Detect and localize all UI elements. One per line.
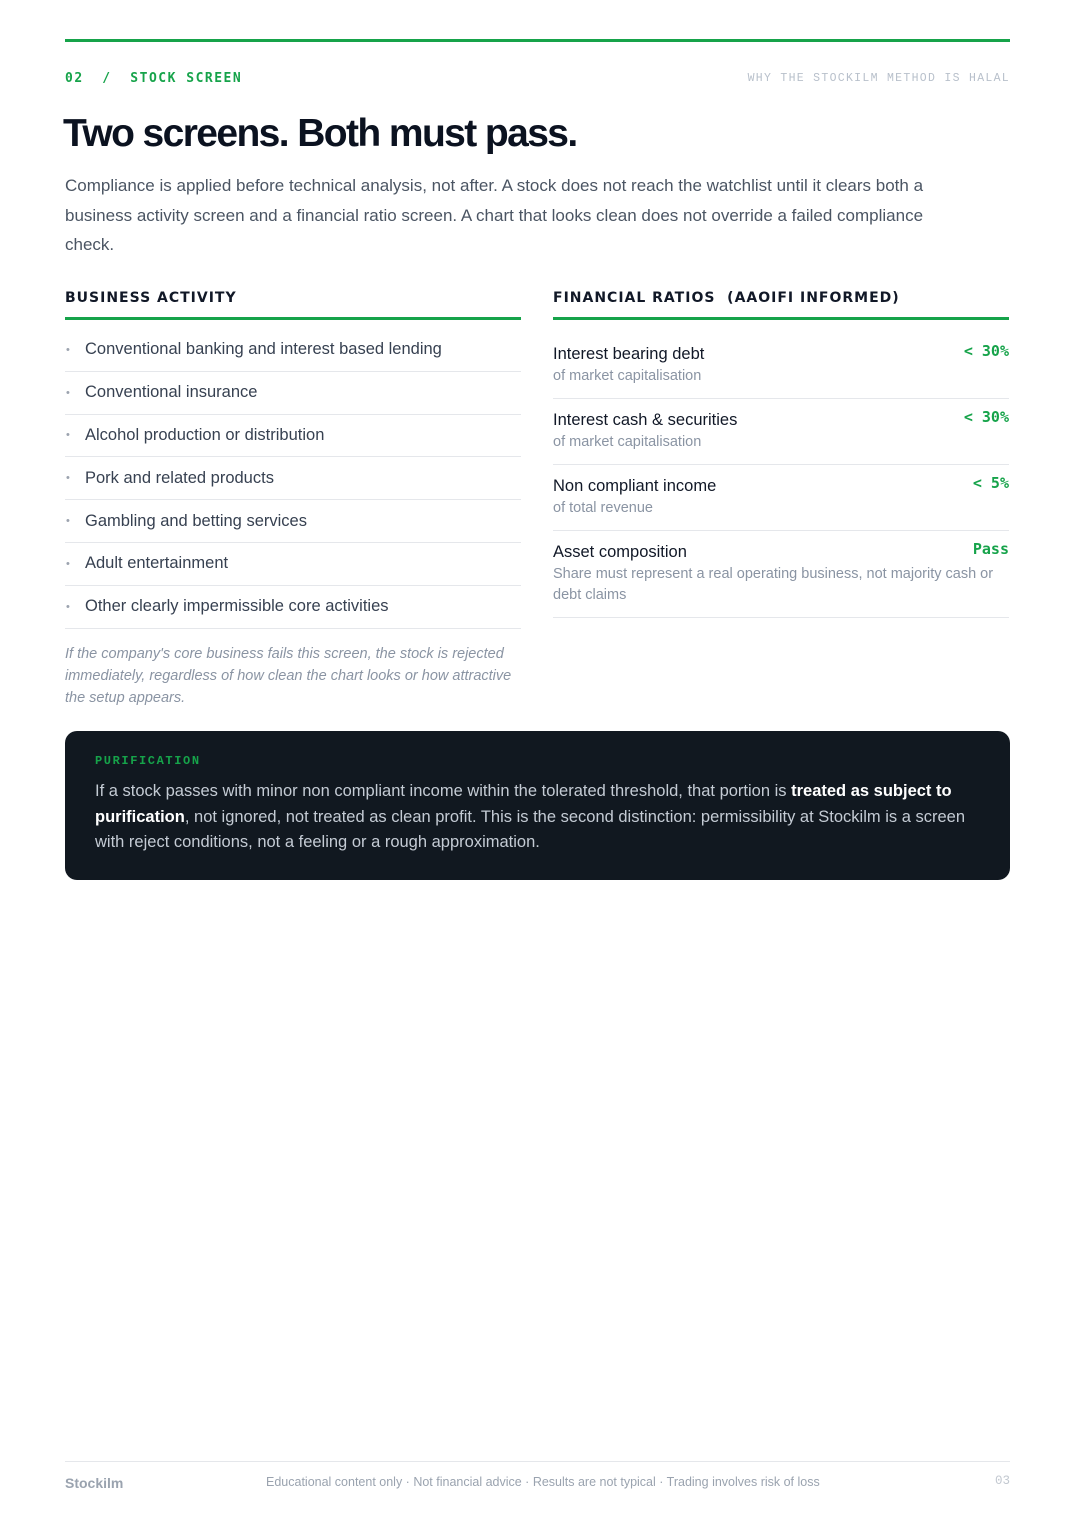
ratio-label: Asset composition: [553, 543, 687, 561]
list-item-label: Conventional insurance: [85, 383, 258, 402]
list-item: [65, 329, 521, 372]
business-activity-list: [65, 329, 521, 629]
ratio-threshold: < 5%: [972, 474, 1009, 492]
purification-text-after: , not ignored, not treated as clean profit. This is the second distinction: permissibility at Stockilm is a screen with reject conditions, not a feeling or a rough approximation.: [95, 807, 965, 851]
ratio-label: Interest cash & securities: [553, 411, 738, 429]
ratio-basis: of market capitalisation: [553, 368, 702, 384]
bullet-icon: •: [66, 343, 70, 356]
top-accent-rule: [65, 39, 1010, 42]
footer-disclaimer: Educational content only · Not financial advice · Results are not typical · Trading involves risk of loss: [266, 1475, 820, 1489]
list-item: [65, 586, 521, 629]
list-item-label: Pork and related products: [85, 468, 274, 487]
business-activity-rule: [65, 317, 521, 320]
list-item: [65, 500, 521, 543]
ratio-basis: Share must represent a real operating business, not majority cash or debt claims: [553, 566, 994, 603]
ratio-basis: of total revenue: [553, 500, 653, 516]
intro-paragraph: Compliance is applied before technical analysis, not after. A stock does not reach the watchlist until it clears both a business activity screen and a financial ratio screen. A chart that looks clean does not override a failed compliance check.: [65, 176, 924, 254]
bullet-icon: •: [66, 600, 70, 613]
purification-callout: [65, 731, 1010, 880]
financial-ratios-heading: FINANCIAL RATIOS (AAOIFI INFORMED): [553, 290, 900, 306]
list-item: [65, 543, 521, 586]
financial-ratios-rule: [553, 317, 1009, 320]
list-item-label: Adult entertainment: [85, 554, 229, 573]
bullet-icon: •: [66, 386, 70, 399]
list-item-label: Gambling and betting services: [85, 511, 307, 530]
page-number: 03: [994, 1474, 1010, 1488]
list-item: [65, 372, 521, 415]
ratio-row-non-compliant-income: [553, 465, 1009, 531]
ratio-basis: of market capitalisation: [553, 434, 702, 450]
list-item-label: Conventional banking and interest based lending: [85, 340, 442, 359]
purification-emphasis: treated as subject to purification: [95, 782, 952, 826]
business-activity-panel: [65, 290, 521, 709]
footer-brand: Stockilm: [65, 1475, 124, 1491]
footer-rule: [65, 1461, 1010, 1462]
bullet-icon: •: [66, 557, 70, 570]
list-item-label: Other clearly impermissible core activities: [85, 597, 389, 616]
ratio-label: Non compliant income: [553, 477, 717, 495]
ratio-row-interest-debt: [553, 330, 1009, 399]
ratio-row-interest-cash: [553, 399, 1009, 465]
running-head: WHY THE STOCKILM METHOD IS HALAL: [747, 72, 1010, 85]
ratio-row-asset-composition: [553, 531, 1009, 618]
ratio-threshold: < 30%: [963, 408, 1009, 426]
business-activity-note: If the company's core business fails this screen, the stock is rejected immediately, regardless of how clean the chart looks or how attractive the setup appears.: [65, 645, 512, 706]
bullet-icon: •: [66, 472, 70, 485]
list-item: [65, 415, 521, 458]
financial-ratios-list: [553, 330, 1009, 618]
ratio-threshold: < 30%: [963, 342, 1009, 360]
section-kicker: 02 / STOCK SCREEN: [65, 71, 243, 86]
list-item-label: Alcohol production or distribution: [85, 425, 325, 444]
business-activity-heading: BUSINESS ACTIVITY: [65, 290, 237, 306]
purification-body: [95, 779, 985, 856]
list-item: [65, 457, 521, 500]
purification-text-before: If a stock passes with minor non compliant income within the tolerated threshold, that portion is: [95, 782, 792, 800]
page-title: Two screens. Both must pass.: [63, 112, 577, 155]
purification-label: PURIFICATION: [95, 754, 201, 768]
ratio-label: Interest bearing debt: [553, 345, 705, 363]
bullet-icon: •: [66, 429, 70, 442]
ratio-status: Pass: [972, 540, 1009, 558]
bullet-icon: •: [66, 515, 70, 528]
financial-ratios-panel: [553, 290, 1009, 618]
